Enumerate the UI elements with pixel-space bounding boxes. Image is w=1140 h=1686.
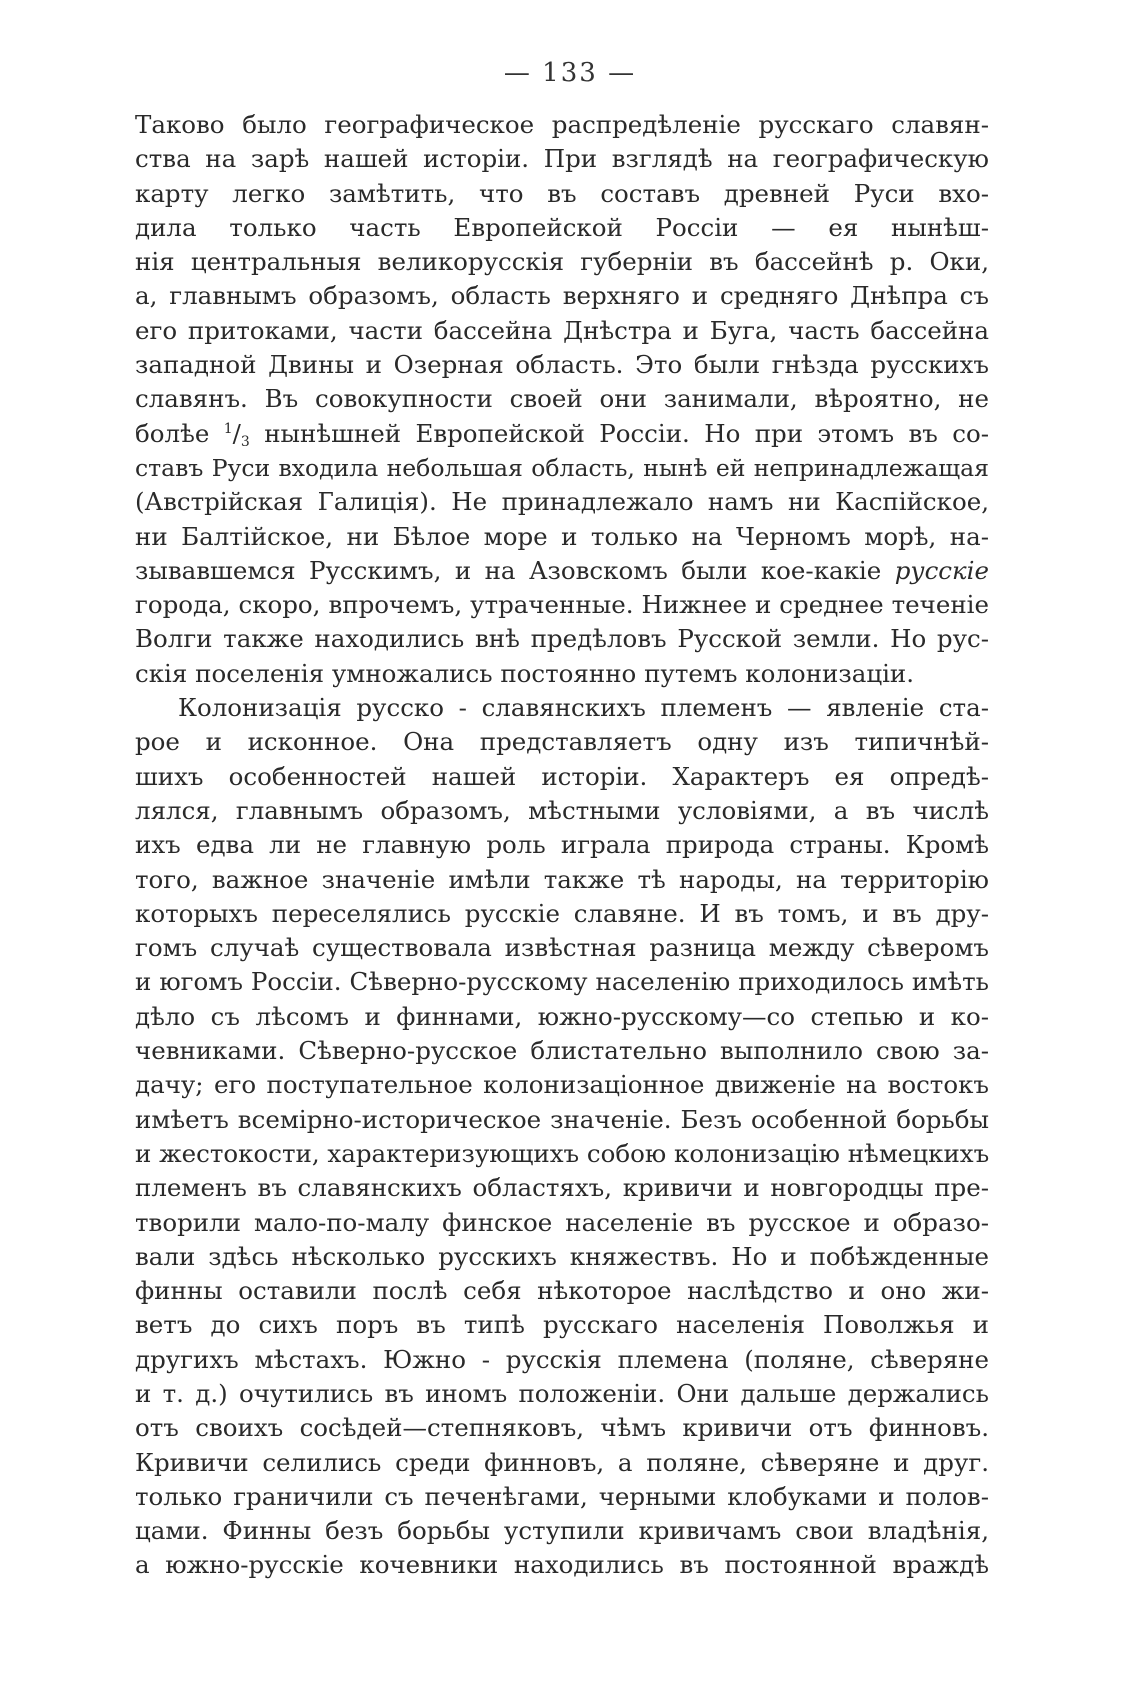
fraction-numerator: 1 <box>223 420 233 437</box>
text-line: отъ своихъ сосѣдей—степняковъ, чѣмъ кривичи отъ финновъ. <box>135 1413 989 1443</box>
fraction-denominator: 3 <box>240 433 250 450</box>
fraction-after: нынѣшней Европейской Россіи. Но при этомъ въ со- <box>249 418 989 448</box>
text-line: финны оставили послѣ себя нѣкоторое наслѣдство и оно жи- <box>135 1276 989 1306</box>
text-line-italic <box>135 554 989 588</box>
text-line: города, скоро, впрочемъ, утраченные. Нижнее и среднее теченіе <box>135 590 989 620</box>
text-line: ни Балтійское, ни Бѣлое море и только на Черномъ морѣ, на- <box>135 521 989 551</box>
paragraph-2 <box>135 691 989 1583</box>
text-line: Волги также находились внѣ предѣловъ Русской земли. Но рус- <box>135 624 989 654</box>
text-line: ства на зарѣ нашей исторіи. При взглядѣ на географическую <box>135 144 989 174</box>
text-line: нія центральныя великорусскія губерніи въ бассейнѣ р. Оки, <box>135 247 989 277</box>
text-line: ставъ Руси входила небольшая область, нынѣ ей непринадлежащая <box>135 453 989 482</box>
text-line: а южно-русскіе кочевники находились въ постоянной враждѣ <box>135 1550 989 1580</box>
page-number: — 133 — <box>503 58 637 88</box>
text-line: племенъ въ славянскихъ областяхъ, кривичи и новгородцы пре- <box>135 1173 989 1203</box>
text-line: дила только часть Европейской Россіи — ея нынѣш- <box>135 212 989 242</box>
text-line: славянъ. Въ совокупности своей они занимали, вѣроятно, не <box>135 384 989 414</box>
text-line: Таково было географическое распредѣленіе русскаго славян- <box>135 110 989 139</box>
text-line: имѣетъ всемірно-историческое значеніе. Безъ особенной борьбы <box>135 1104 989 1134</box>
text-line: рое и исконное. Она представляетъ одну изъ типичнѣй- <box>135 727 989 757</box>
text-line: и жестокости, характеризующихъ собою колонизацію нѣмецкихъ <box>135 1138 989 1168</box>
text-line: западной Двины и Озерная область. Это были гнѣзда русскихъ <box>135 350 989 380</box>
body-text <box>135 108 989 1583</box>
text-line: гомъ случаѣ существовала извѣстная разница между сѣверомъ <box>135 933 989 963</box>
text-line: другихъ мѣстахъ. Южно - русскія племена (поляне, сѣверяне <box>135 1344 989 1374</box>
fraction-slash: / <box>232 418 241 448</box>
text-line: (Австрійская Галиція). Не принадлежало намъ ни Каспійское, <box>135 487 989 517</box>
italic-line-before: зывавшемся Русскимъ, и на Азовскомъ были кое-какіе <box>135 555 895 585</box>
text-line: чевниками. Сѣверно-русское блистательно выполнило свою за- <box>135 1036 989 1066</box>
text-line: только граничили съ печенѣгами, черными клобуками и полов- <box>135 1481 989 1511</box>
paragraph-1 <box>135 108 989 691</box>
text-line: которыхъ переселялись русскіе славяне. И въ томъ, и въ дру- <box>135 898 989 928</box>
text-line: карту легко замѣтить, что въ составъ древней Руси вхо- <box>135 178 989 208</box>
text-line: творили мало-по-малу финское населеніе въ русское и образо- <box>135 1207 989 1237</box>
text-line: того, важное значеніе имѣли также тѣ народы, на территорію <box>135 864 989 894</box>
text-line: а, главнымъ образомъ, область верхняго и средняго Днѣпра съ <box>135 281 989 311</box>
text-line: шихъ особенностей нашей исторіи. Характеръ ея опредѣ- <box>135 761 989 791</box>
text-line: дачу; его поступательное колонизаціонное движеніе на востокъ <box>135 1070 989 1100</box>
text-line: и т. д.) очутились въ иномъ положеніи. Они дальше держались <box>135 1378 989 1408</box>
text-line-fraction <box>135 417 989 451</box>
text-line: цами. Финны безъ борьбы уступили кривичамъ свои владѣнія, <box>135 1516 989 1546</box>
text-line: вали здѣсь нѣсколько русскихъ княжествъ. Но и побѣжденные <box>135 1241 989 1271</box>
text-line: лялся, главнымъ образомъ, мѣстными условіями, а въ числѣ <box>135 795 989 825</box>
text-line: Колонизація русско - славянскихъ племенъ — явленіе ста- <box>178 693 989 723</box>
text-line: ихъ едва ли не главную роль играла природа страны. Кромѣ <box>135 830 989 860</box>
text-line: скія поселенія умножались постоянно путемъ колонизаціи. <box>135 658 915 688</box>
text-line: Кривичи селились среди финновъ, а поляне, сѣверяне и друг. <box>135 1447 989 1477</box>
text-line: и югомъ Россіи. Сѣверно-русскому населенію приходилось имѣть <box>135 967 989 997</box>
text-line: его притоками, части бассейна Днѣстра и Буга, часть бассейна <box>135 315 989 345</box>
fraction-before: болѣе <box>135 418 224 448</box>
italic-word: русскіе <box>894 555 989 585</box>
text-line: ветъ до сихъ поръ въ типѣ русскаго населенія Поволжья и <box>135 1310 989 1340</box>
text-line: дѣло съ лѣсомъ и финнами, южно-русскому—со степью и ко- <box>135 1001 989 1031</box>
